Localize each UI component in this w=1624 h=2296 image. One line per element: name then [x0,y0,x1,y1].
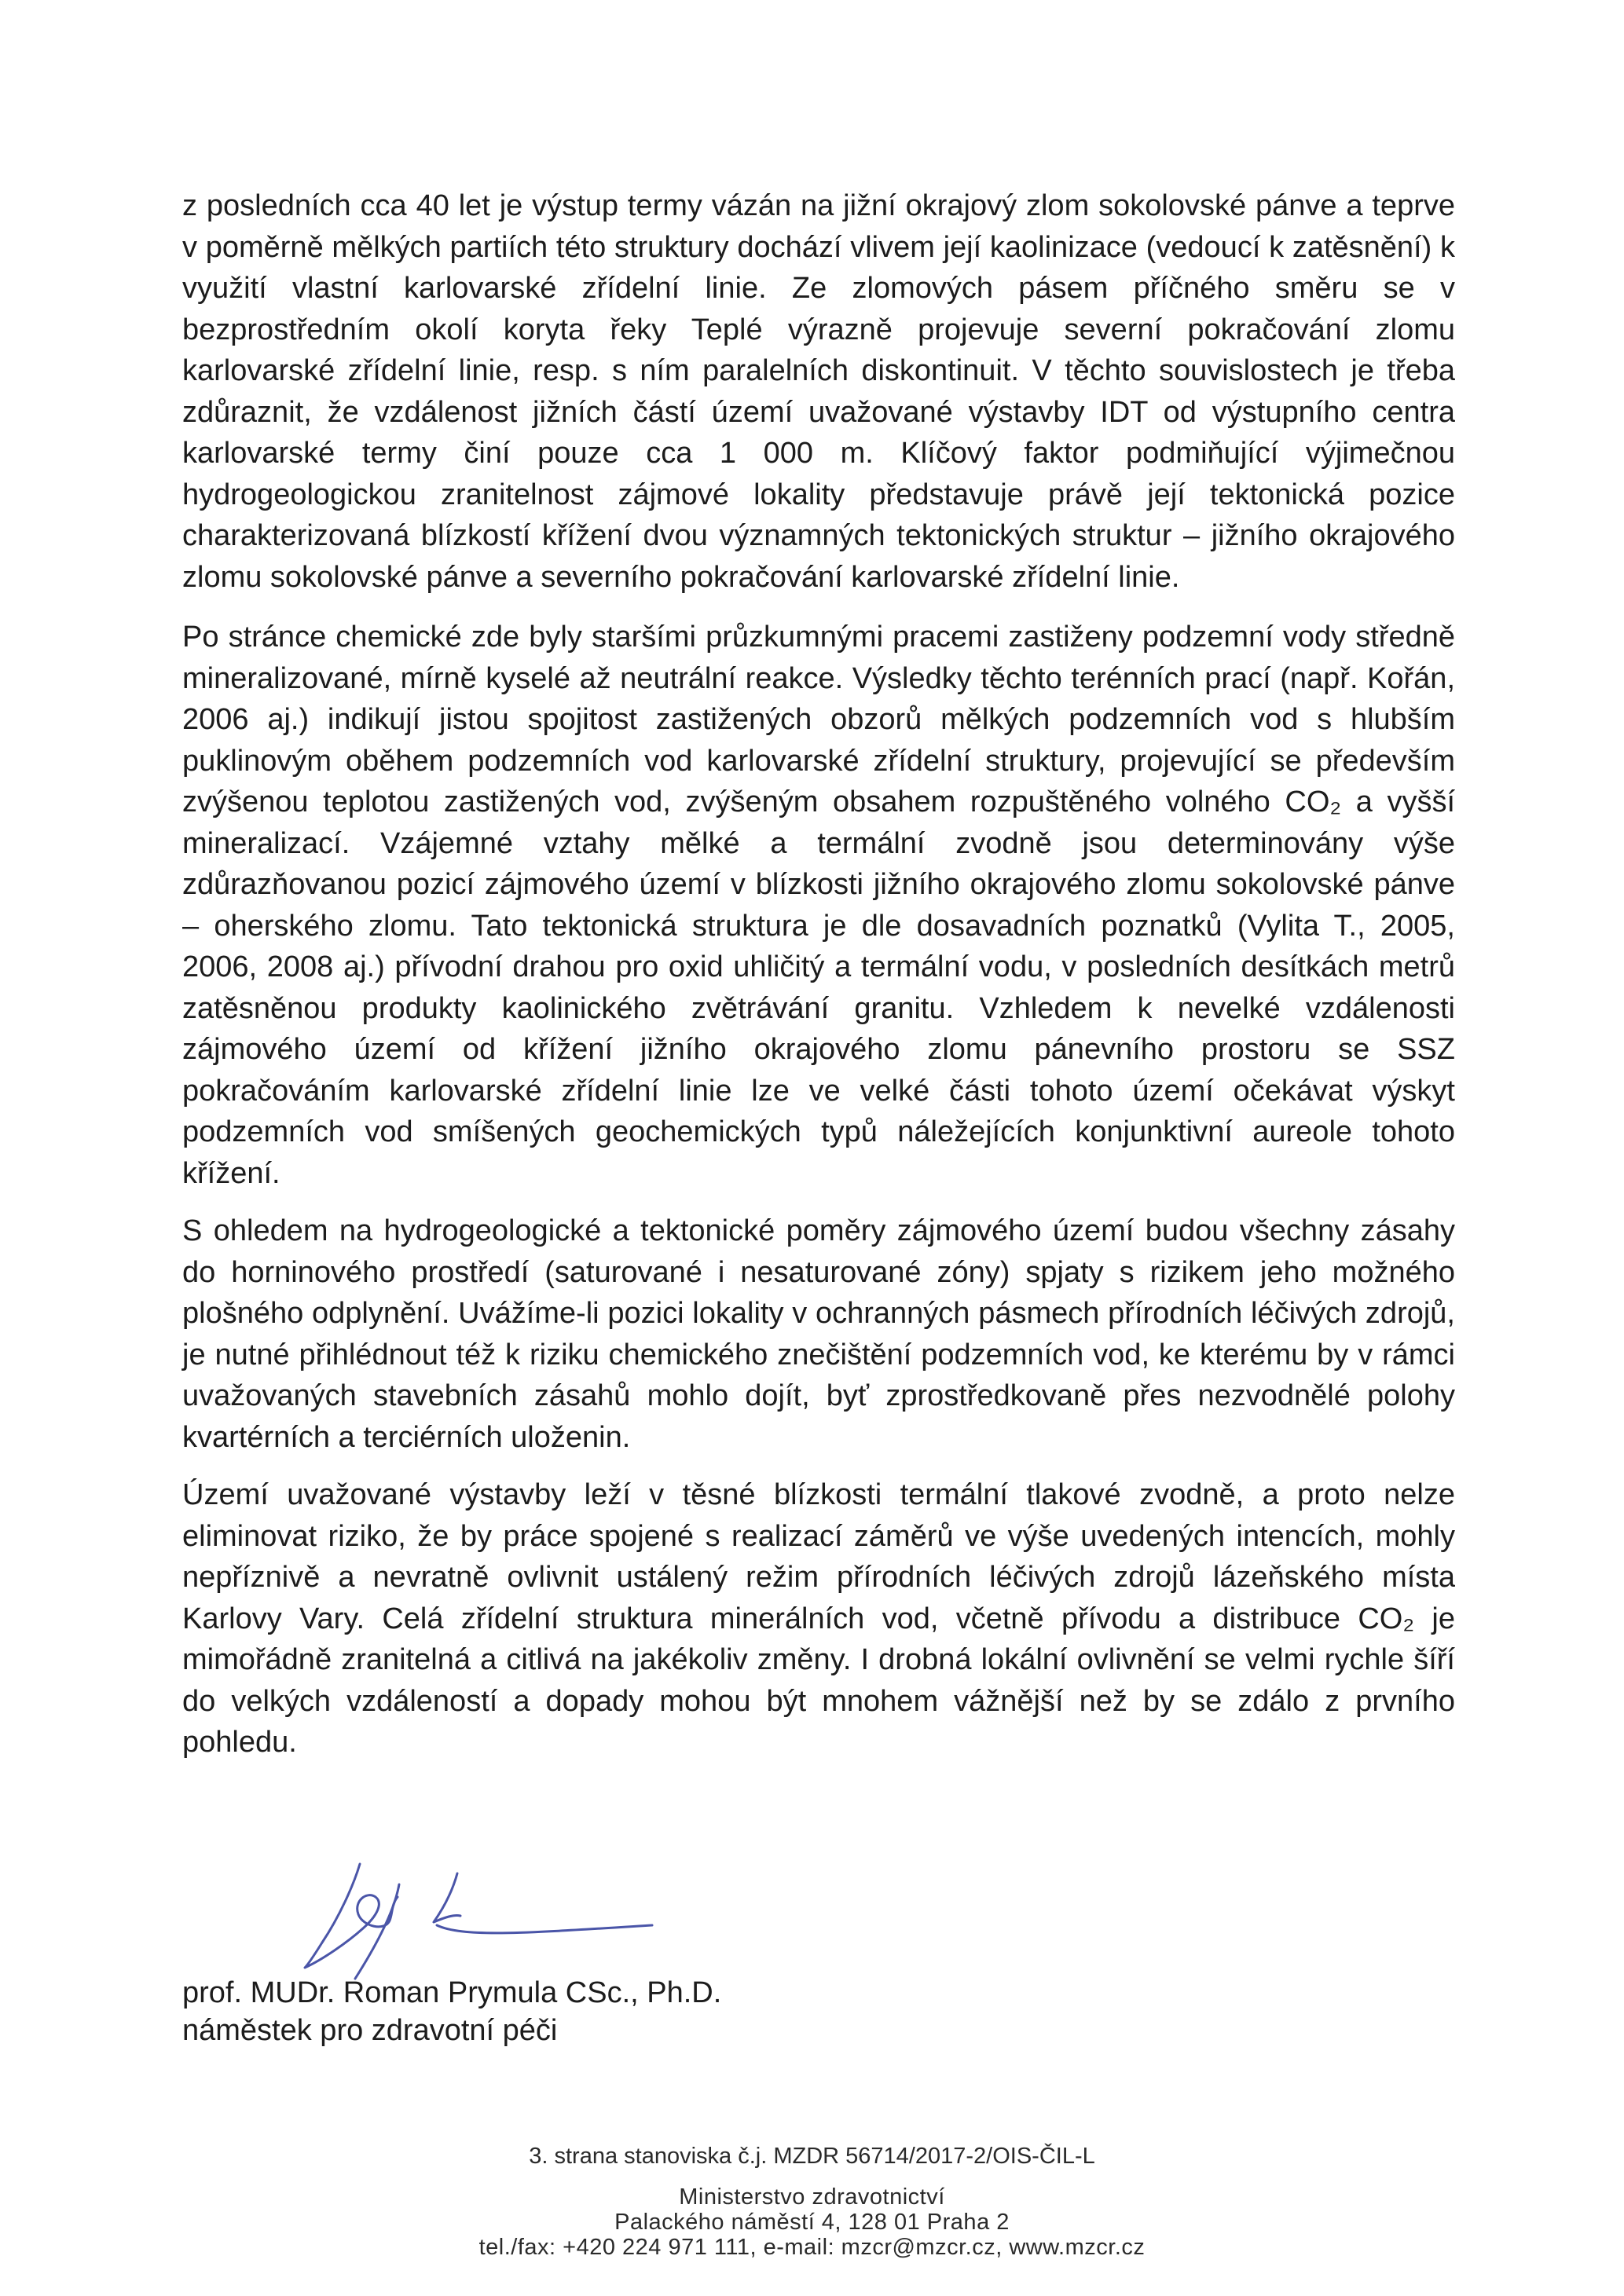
ministry-contact: tel./fax: +420 224 971 111, e-mail: mzcr@mzcr.cz, www.mzcr.cz [478,2235,1146,2260]
signatory-block [182,1974,721,2049]
body-paragraph-4: Území uvažované výstavby leží v těsné blízkosti termální tlakové zvodně, a proto nelze eliminovat riziko, že by práce spojené s realizací záměrů ve výše uvedených intencích, mohly nepříznivě a nevratně ovlivnit ustálený režim přírodních léčivých zdrojů lázeňského místa Karlovy Vary. Celá zřídelní struktura minerálních vod, včetně přívodu a distribuce CO₂ je mimořádně zranitelná a citlivá na jakékoliv změny. I drobná lokální ovlivnění se velmi rychle šíří do velkých vzdáleností a dopady mohou být mnohem vážnější než by se zdálo z prvního pohledu. [182,1478,1455,1759]
body-paragraph-3: S ohledem na hydrogeologické a tektonické poměry zájmového území budou všechny zásahy do horninového prostředí (saturované i nesaturované zóny) spjaty s rizikem jeho možného plošného odplynění. Uvážíme-li pozici lokality v ochranných pásmech přírodních léčivých zdrojů, je nutné přihlédnout též k riziku chemického znečištění podzemních vod, ke kterému by v rámci uvažovaných stavebních zásahů mohlo dojít, byť zprostředkovaně přes nezvodnělé polohy kvartérních a terciérních uloženin. [182,1214,1455,1454]
body-paragraph-1: z posledních cca 40 let je výstup termy vázán na jižní okrajový zlom sokolovské pánve a teprve v poměrně mělkých partiích této struktury dochází vlivem její kaolinizace (vedoucí k zatěsnění) k využití vlastní karlovarské zřídelní linie. Ze zlomových pásem příčného směru se v bezprostředním okolí koryta řeky Teplé výrazně projevuje severní pokračování zlomu karlovarské zřídelní linie, resp. s ním paralelních diskontinuit. V těchto souvislostech je třeba zdůraznit, že vzdálenost jižních částí území uvažované výstavby IDT od výstupního centra karlovarské termy činí pouze cca 1 000 m. Klíčový faktor podmiňující výjimečnou hydrogeologickou zranitelnost zájmové lokality představuje právě její tektonická pozice charakterizovaná blízkostí křížení dvou významných tektonických struktur – jižního okrajového zlomu sokolovské pánve a severního pokračování karlovarské zřídelní linie. [182,189,1455,594]
signatory-role: náměstek pro zdravotní péči [182,2014,558,2047]
page-reference: 3. strana stanoviska č.j. MZDR 56714/2017-2/OIS-ČIL-L [529,2144,1095,2169]
signatory-name: prof. MUDr. Roman Prymula CSc., Ph.D. [182,1976,722,2009]
handwritten-signature [291,1850,660,1991]
body-paragraph-2: Po stránce chemické zde byly staršími průzkumnými pracemi zastiženy podzemní vody středně mineralizované, mírně kyselé až neutrální reakce. Výsledky těchto terénních prací (např. Kořán, 2006 aj.) indikují jistou spojitost zastižených obzorů mělkých podzemních vod s hlubším puklinovým oběhem podzemních vod karlovarské zřídelní struktury, projevující se především zvýšenou teplotou zastižených vod, zvýšeným obsahem rozpuštěného volného CO₂ a vyšší mineralizací. Vzájemné vztahy mělké a termální zvodně jsou determinovány výše zdůrazňovanou pozicí zájmového území v blízkosti jižního okrajového zlomu sokolovské pánve – oherského zlomu. Tato tektonická struktura je dle dosavadních poznatků (Vylita T., 2005, 2006, 2008 aj.) přívodní drahou pro oxid uhličitý a termální vodu, v posledních desítkách metrů zatěsněnou produkty kaolinického zvětrávání granitu. Vzhledem k nevelké vzdálenosti zájmového území od křížení jižního okrajového zlomu pánevního prostoru se SSZ pokračováním karlovarské zřídelní linie lze ve velké části tohoto území očekávat výskyt podzemních vod smíšených geochemických typů náležejících konjunktivní aureole tohoto křížení. [182,621,1455,1190]
ministry-address-block [0,2184,1624,2260]
ministry-name: Ministerstvo zdravotnictví [679,2184,945,2210]
ministry-address: Palackého náměstí 4, 128 01 Praha 2 [614,2210,1010,2235]
